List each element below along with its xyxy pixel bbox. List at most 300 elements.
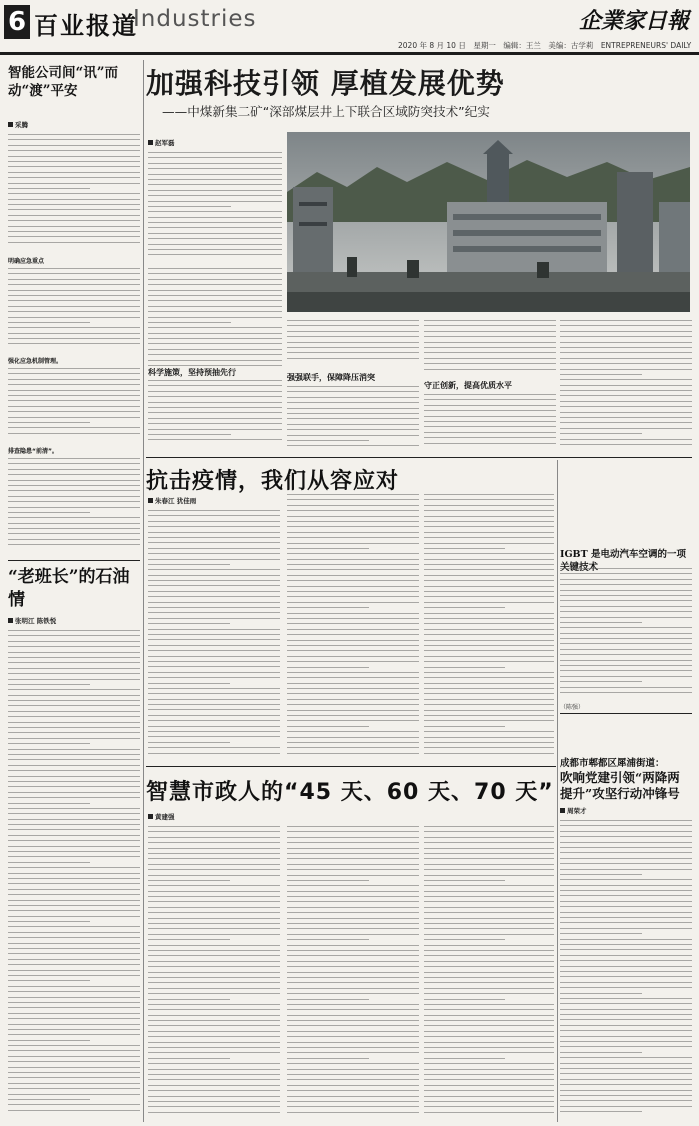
body-text-line: [560, 1063, 692, 1064]
epidemic-text-col-3: [424, 494, 554, 762]
body-text-line: [8, 284, 140, 285]
body-text-line: [287, 440, 369, 441]
body-text-line: [287, 683, 419, 684]
body-text-line: [148, 233, 282, 234]
body-text-line: [8, 829, 140, 830]
body-text-line: [424, 961, 554, 962]
body-text-line: [148, 254, 282, 255]
body-text-line: [8, 711, 140, 712]
body-text-line: [560, 595, 692, 596]
body-text-line: [148, 842, 280, 843]
body-text-line: [148, 699, 280, 700]
body-text-line: [148, 526, 280, 527]
body-text-line: [287, 977, 419, 978]
body-text-line: [8, 463, 140, 464]
body-text-line: [424, 437, 556, 438]
body-text-line: [8, 1077, 140, 1078]
body-text-line: [8, 139, 140, 140]
body-text-line: [424, 629, 554, 630]
body-text-line: [424, 875, 554, 876]
body-text-line: [287, 982, 419, 983]
body-text-line: [287, 726, 369, 727]
body-text-line: [560, 1090, 692, 1091]
body-text-line: [560, 1046, 692, 1047]
body-text-line: [8, 743, 90, 744]
body-text-line: [287, 747, 419, 748]
body-text-line: [560, 670, 692, 671]
body-text-line: [287, 1096, 419, 1097]
body-text-line: [8, 480, 140, 481]
body-text-line: [560, 369, 692, 370]
body-text-line: [8, 797, 140, 798]
body-text-line: [287, 677, 419, 678]
body-text-line: [287, 640, 419, 641]
body-text-line: [287, 656, 419, 657]
body-text-line: [8, 722, 140, 723]
body-text-line: [148, 955, 280, 956]
mine-site-photo: [287, 132, 690, 312]
body-text-line: [8, 980, 90, 981]
body-text-line: [8, 1034, 140, 1035]
body-text-line: [287, 907, 419, 908]
body-text-line: [287, 1020, 419, 1021]
body-text-line: [148, 1004, 280, 1005]
body-text-line: [148, 179, 282, 180]
body-text-line: [424, 602, 554, 603]
body-text-line: [560, 633, 692, 634]
body-text-line: [8, 204, 140, 205]
body-text-line: [148, 569, 280, 570]
body-text-line: [424, 880, 505, 881]
body-text-line: [560, 1019, 692, 1020]
right-article-text: [560, 820, 692, 1120]
body-text-line: [148, 244, 282, 245]
body-text-line: [8, 921, 90, 922]
body-text-line: [8, 1083, 140, 1084]
body-text-line: [8, 803, 90, 804]
body-text-line: [8, 306, 140, 307]
body-text-line: [148, 923, 280, 924]
body-text-line: [287, 629, 419, 630]
body-text-line: [8, 652, 140, 653]
paper-logo: 企業家日報: [578, 8, 689, 34]
body-text-line: [148, 429, 282, 430]
body-text-line: [148, 553, 280, 554]
body-text-line: [148, 1020, 280, 1021]
body-text-line: [424, 842, 554, 843]
main-story-divider: [146, 457, 692, 458]
body-text-line: [287, 408, 419, 409]
body-text-line: [424, 369, 556, 370]
body-text-line: [287, 1090, 419, 1091]
body-text-line: [148, 300, 282, 301]
body-text-line: [424, 320, 556, 321]
body-text-line: [287, 591, 419, 592]
body-text-line: [287, 661, 419, 662]
body-text-line: [424, 747, 554, 748]
body-text-line: [287, 325, 419, 326]
body-text-line: [8, 765, 140, 766]
body-text-line: [8, 910, 140, 911]
body-text-line: [148, 945, 280, 946]
body-text-line: [8, 835, 140, 836]
main-text-col-3b: [424, 394, 556, 452]
body-text-line: [148, 928, 280, 929]
body-text-line: [287, 1009, 419, 1010]
body-text-line: [8, 749, 140, 750]
body-text-line: [8, 490, 140, 491]
body-text-line: [8, 311, 140, 312]
gov-text-col-2: [287, 826, 419, 1120]
body-text-line: [8, 668, 140, 669]
body-text-line: [424, 347, 556, 348]
body-text-line: [424, 982, 554, 983]
body-text-line: [287, 347, 419, 348]
body-text-line: [148, 858, 280, 859]
body-text-line: [287, 575, 419, 576]
body-text-line: [8, 641, 140, 642]
body-text-line: [8, 862, 90, 863]
body-text-line: [148, 864, 280, 865]
body-text-line: [424, 1058, 505, 1059]
body-text-line: [424, 1085, 554, 1086]
body-text-line: [424, 1101, 554, 1102]
body-text-line: [287, 499, 419, 500]
body-text-line: [148, 402, 282, 403]
body-text-line: [424, 1004, 554, 1005]
body-text-line: [148, 327, 282, 328]
body-text-line: [424, 325, 556, 326]
body-text-line: [8, 199, 140, 200]
body-text-line: [424, 934, 554, 935]
epidemic-story-divider: [146, 766, 556, 767]
byline-marker-icon: [560, 808, 565, 813]
body-text-line: [287, 928, 419, 929]
body-text-line: [560, 939, 692, 940]
body-text-line: [560, 971, 692, 972]
body-text-line: [424, 928, 554, 929]
body-text-line: [8, 279, 140, 280]
body-text-line: [148, 988, 280, 989]
body-text-line: [560, 1025, 692, 1026]
body-text-line: [560, 917, 692, 918]
body-text-line: [8, 1056, 140, 1057]
body-text-line: [8, 379, 140, 380]
body-text-line: [287, 710, 419, 711]
body-text-line: [560, 1084, 692, 1085]
body-text-line: [287, 352, 419, 353]
body-text-line: [424, 1047, 554, 1048]
body-text-line: [424, 645, 554, 646]
body-text-line: [148, 726, 280, 727]
body-text-line: [8, 1007, 140, 1008]
main-subhead-1: 科学施策，坚持预抽先行: [148, 368, 236, 377]
body-text-line: [8, 427, 140, 428]
body-text-line: [148, 634, 280, 635]
body-text-line: [560, 987, 692, 988]
body-text-line: [560, 406, 692, 407]
body-text-line: [148, 1025, 280, 1026]
body-text-line: [8, 997, 140, 998]
body-text-line: [8, 343, 140, 344]
body-text-line: [148, 268, 282, 269]
body-text-line: [8, 964, 140, 965]
body-text-line: [560, 1111, 642, 1112]
body-text-line: [560, 395, 692, 396]
body-text-line: [8, 792, 140, 793]
body-text-line: [287, 1079, 419, 1080]
body-text-line: [287, 999, 369, 1000]
body-text-line: [148, 966, 280, 967]
body-text-line: [148, 934, 280, 935]
body-text-line: [424, 972, 554, 973]
body-text-line: [287, 667, 369, 668]
main-subhead-3: 守正创新，提高优质水平: [424, 381, 512, 390]
body-text-line: [148, 349, 282, 350]
body-text-line: [424, 432, 556, 433]
laobanzhang-byline: 张明江 陈铁悦: [8, 616, 56, 625]
body-text-line: [148, 1069, 280, 1070]
body-text-line: [148, 311, 282, 312]
body-text-line: [560, 863, 692, 864]
body-text-line: [8, 727, 140, 728]
body-text-line: [148, 666, 280, 667]
body-text-line: [560, 428, 692, 429]
body-text-line: [424, 516, 554, 517]
body-text-line: [287, 693, 419, 694]
body-text-line: [560, 336, 692, 337]
body-text-line: [8, 738, 140, 739]
body-text-line: [560, 944, 692, 945]
body-text-line: [8, 395, 140, 396]
body-text-line: [148, 575, 280, 576]
body-text-line: [287, 336, 419, 337]
left-article-text-3: [8, 368, 140, 440]
body-text-line: [148, 238, 282, 239]
body-text-line: [8, 300, 140, 301]
body-text-line: [8, 469, 140, 470]
body-text-line: [424, 596, 554, 597]
body-text-line: [560, 681, 642, 682]
body-text-line: [148, 602, 280, 603]
body-text-line: [8, 145, 140, 146]
body-text-line: [560, 901, 692, 902]
body-text-line: [8, 900, 140, 901]
body-text-line: [560, 869, 692, 870]
body-text-line: [148, 559, 280, 560]
body-text-line: [287, 526, 419, 527]
body-text-line: [8, 759, 140, 760]
body-text-line: [148, 961, 280, 962]
body-text-line: [148, 1063, 280, 1064]
body-text-line: [424, 726, 505, 727]
body-text-line: [560, 825, 692, 826]
body-text-line: [148, 157, 282, 158]
body-text-line: [148, 284, 282, 285]
body-text-line: [148, 1074, 280, 1075]
body-text-line: [424, 1096, 554, 1097]
body-text-line: [8, 1040, 90, 1041]
body-text-line: [560, 665, 692, 666]
body-text-line: [424, 421, 556, 422]
body-text-line: [287, 1058, 369, 1059]
body-text-line: [287, 837, 419, 838]
body-text-line: [287, 1031, 419, 1032]
body-text-line: [424, 416, 556, 417]
body-text-line: [148, 645, 280, 646]
left-article-text-4: [8, 458, 140, 554]
body-text-line: [8, 684, 90, 685]
body-text-line: [424, 993, 554, 994]
body-text-line: [287, 445, 419, 446]
left-article-text-2: [8, 268, 140, 350]
body-text-line: [560, 874, 642, 875]
body-text-line: [8, 226, 140, 227]
body-text-line: [148, 880, 230, 881]
body-text-line: [8, 840, 140, 841]
body-text-line: [560, 933, 642, 934]
body-text-line: [560, 922, 692, 923]
body-text-line: [148, 591, 280, 592]
epidemic-byline: 朱春江 犹佳雨: [148, 496, 196, 505]
body-text-line: [148, 407, 282, 408]
body-text-line: [148, 912, 280, 913]
body-text-line: [560, 928, 692, 929]
body-text-line: [8, 937, 140, 938]
body-text-line: [8, 290, 140, 291]
body-text-line: [424, 553, 554, 554]
body-text-line: [560, 858, 692, 859]
body-text-line: [287, 516, 419, 517]
body-text-line: [8, 1099, 90, 1100]
body-text-line: [148, 537, 280, 538]
body-text-line: [8, 193, 140, 194]
body-text-line: [8, 417, 140, 418]
body-text-line: [148, 885, 280, 886]
body-text-line: [8, 813, 140, 814]
body-text-line: [8, 406, 140, 407]
body-text-line: [287, 699, 419, 700]
body-text-line: [560, 912, 692, 913]
body-text-line: [287, 586, 419, 587]
body-text-line: [424, 342, 556, 343]
main-text-col-4: [560, 320, 692, 452]
body-text-line: [148, 1047, 280, 1048]
body-text-line: [424, 1042, 554, 1043]
body-text-line: [560, 687, 692, 688]
body-text-line: [287, 596, 419, 597]
body-text-line: [8, 322, 90, 323]
body-text-line: [8, 177, 140, 178]
body-text-line: [287, 553, 419, 554]
body-text-line: [560, 385, 692, 386]
body-text-line: [287, 966, 419, 967]
body-text-line: [287, 1042, 419, 1043]
left-article-text-1: [8, 134, 140, 250]
body-text-line: [424, 543, 554, 544]
body-text-line: [560, 820, 692, 821]
body-text-line: [424, 559, 554, 560]
body-text-line: [287, 715, 419, 716]
body-text-line: [287, 672, 419, 673]
body-text-line: [560, 890, 692, 891]
body-text-line: [560, 1100, 692, 1101]
body-text-line: [560, 422, 692, 423]
body-text-line: [8, 496, 140, 497]
body-text-line: [424, 831, 554, 832]
body-text-line: [287, 1106, 419, 1107]
byline-marker-icon: [148, 814, 153, 819]
body-text-line: [287, 826, 419, 827]
body-text-line: [8, 458, 140, 459]
body-text-line: [8, 166, 140, 167]
body-text-line: [560, 611, 692, 612]
body-text-line: [560, 600, 692, 601]
body-text-line: [424, 731, 554, 732]
left-article-byline: 采腾: [8, 120, 28, 129]
main-text-col-2b: [287, 386, 419, 452]
body-text-line: [148, 896, 280, 897]
body-text-line: [287, 896, 419, 897]
body-text-line: [424, 640, 554, 641]
body-text-line: [424, 358, 556, 359]
body-text-line: [560, 401, 692, 402]
laobanzhang-title: “老班长”的石油情: [8, 567, 130, 610]
body-text-line: [424, 672, 554, 673]
body-text-line: [424, 753, 554, 754]
body-text-line: [148, 875, 280, 876]
body-text-line: [560, 363, 692, 364]
body-text-line: [287, 939, 369, 940]
body-text-line: [148, 249, 282, 250]
igbt-article-text: [560, 568, 692, 698]
body-text-line: [8, 986, 140, 987]
body-text-line: [8, 533, 140, 534]
body-text-line: [424, 683, 554, 684]
body-text-line: [424, 494, 554, 495]
body-text-line: [424, 499, 554, 500]
body-text-line: [287, 853, 419, 854]
body-text-line: [8, 327, 140, 328]
body-text-line: [148, 195, 282, 196]
body-text-line: [560, 374, 642, 375]
body-text-line: [287, 1063, 419, 1064]
body-text-line: [424, 510, 554, 511]
body-text-line: [148, 385, 282, 386]
body-text-line: [148, 1079, 280, 1080]
body-text-line: [287, 955, 419, 956]
gov-story-headline: 智慧市政人的“45 天、60 天、70 天”: [146, 780, 554, 805]
body-text-line: [287, 1112, 419, 1113]
body-text-line: [8, 851, 140, 852]
main-text-col-1a: [148, 152, 282, 264]
body-text-line: [148, 542, 280, 543]
body-text-line: [148, 907, 280, 908]
right-column-divider: [560, 713, 692, 714]
body-text-line: [287, 858, 419, 859]
body-text-line: [287, 510, 419, 511]
body-text-line: [424, 618, 554, 619]
body-text-line: [287, 880, 369, 881]
main-subheadline: ——中煤新集二矿“深部煤层井上下联合区域防突技术”纪实: [162, 104, 490, 119]
body-text-line: [424, 548, 505, 549]
byline-marker-icon: [8, 122, 13, 127]
body-text-line: [8, 716, 140, 717]
body-text-line: [287, 934, 419, 935]
body-text-line: [424, 737, 554, 738]
body-text-line: [560, 998, 692, 999]
body-text-line: [560, 960, 692, 961]
